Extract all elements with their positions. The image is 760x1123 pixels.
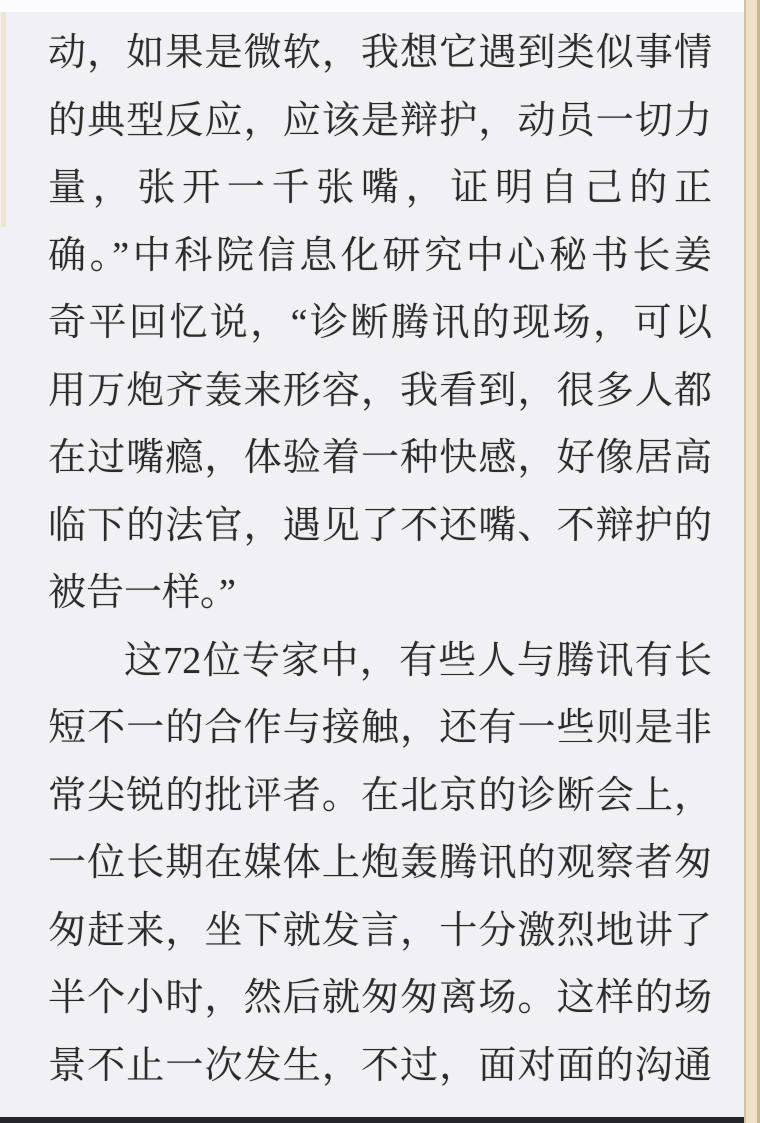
text-line: 匆赶来，坐下就发言，十分激烈地讲了 — [48, 909, 712, 952]
page-bottom-bar — [0, 1117, 744, 1123]
text-line: 景不止一次发生，不过，面对面的沟通 — [48, 1044, 712, 1087]
text-line: 奇平回忆说，“诊断腾讯的现场，可以 — [48, 302, 712, 344]
text-line: 这72位专家中，有些人与腾讯有长 — [124, 639, 712, 682]
page-top-strip — [0, 0, 744, 12]
text-line: 动，如果是微软，我想它遇到类似事情 — [48, 32, 712, 74]
text-line: 一位长期在媒体上炮轰腾讯的观察者匆 — [48, 842, 712, 884]
text-line: 确。”中科院信息化研究中心秘书长姜 — [48, 234, 712, 277]
text-line: 量，张开一千张嘴，证明自己的正 — [48, 167, 712, 209]
page-right-edge — [744, 0, 760, 1123]
text-line: 短不一的合作与接触，还有一些则是非 — [48, 707, 712, 749]
text-line: 被告一样。” — [48, 572, 236, 614]
text-line: 半个小时，然后就匆匆离场。这样的场 — [48, 977, 712, 1019]
text-line: 用万炮齐轰来形容，我看到，很多人都 — [48, 369, 712, 412]
page-text-block — [0, 12, 744, 1117]
text-line: 常尖锐的批评者。在北京的诊断会上， — [48, 774, 712, 817]
text-line: 在过嘴瘾，体验着一种快感，好像居高 — [48, 437, 712, 479]
text-line: 临下的法官，遇见了不还嘴、不辩护的 — [48, 504, 712, 547]
text-line: 的典型反应，应该是辩护，动员一切力 — [48, 99, 712, 142]
